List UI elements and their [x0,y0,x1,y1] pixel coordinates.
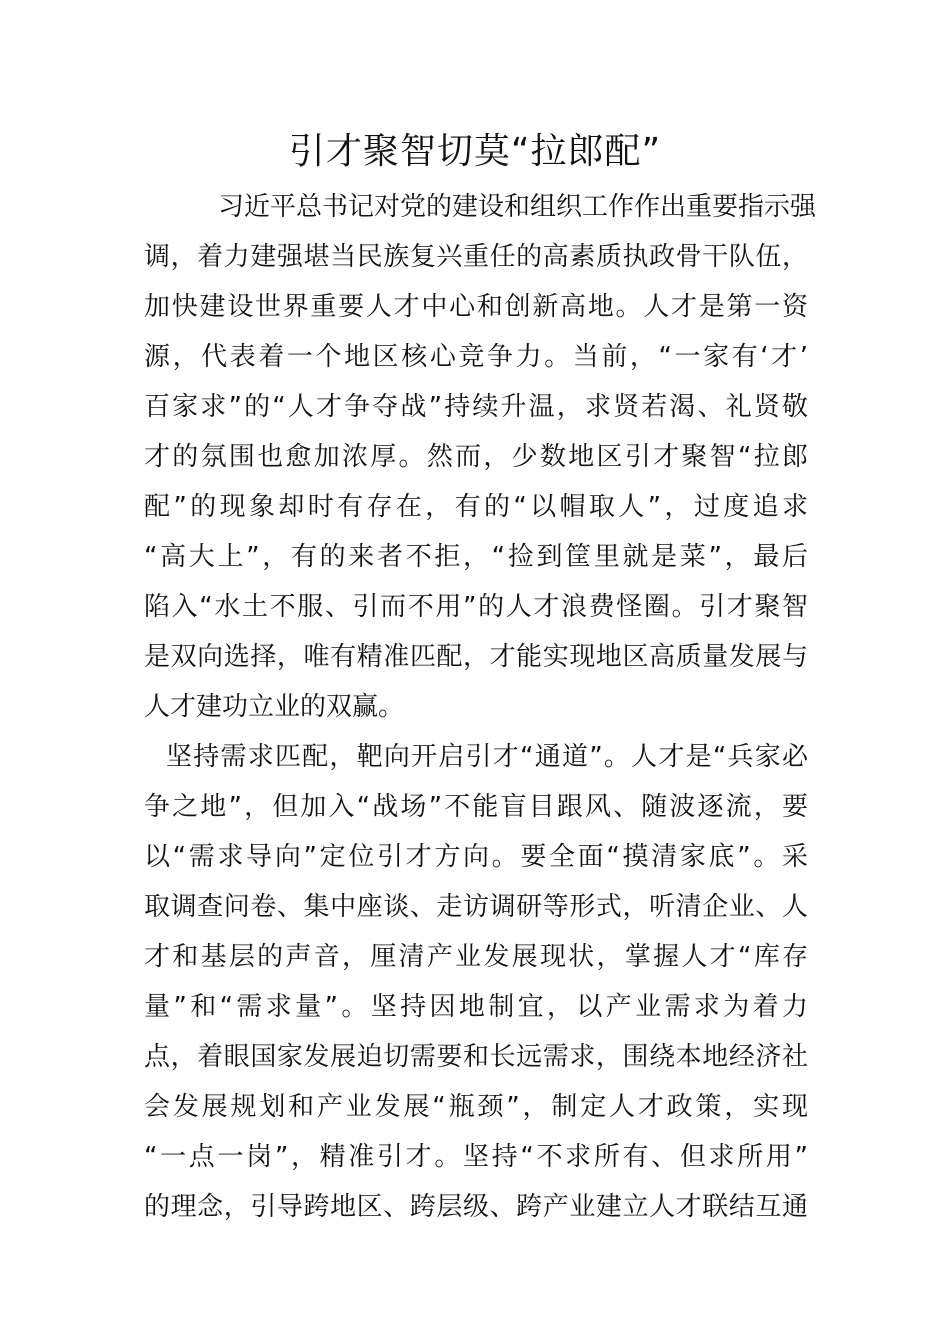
text-line: 加快建设世界重要人才中心和创新高地。人才是第一资 [144,292,808,322]
text-line: 源，代表着一个地区核心竞争力。当前，“一家有‘才’ [144,342,808,372]
text-line: 坚持需求匹配，靶向开启引才“通道”。人才是“兵家必 [166,742,808,772]
text-line: 会发展规划和产业发展“瓶颈”，制定人才政策，实现 [144,1092,808,1122]
text-line: 才和基层的声音，厘清产业发展现状，掌握人才“库存 [144,942,808,972]
text-line: 人才建功立业的双赢。 [144,692,405,722]
text-line: 百家求”的“人才争夺战”持续升温，求贤若渴、礼贤敬 [144,392,808,422]
text-line: 习近平总书记对党的建设和组织工作作出重要指示强 [218,192,817,222]
text-line: 的理念，引导跨地区、跨层级、跨产业建立人才联结互通 [144,1192,808,1222]
text-line: 争之地”，但加入“战场”不能盲目跟风、随波逐流，要 [144,792,808,822]
text-line: 以“需求导向”定位引才方向。要全面“摸清家底”。采 [144,842,808,872]
text-line: 点，着眼国家发展迫切需要和长远需求，围绕本地经济社 [144,1042,808,1072]
document-body [144,182,817,1232]
text-line: 是双向选择，唯有精准匹配，才能实现地区高质量发展与 [144,642,808,672]
text-line: 才的氛围也愈加浓厚。然而，少数地区引才聚智“拉郎 [144,442,808,472]
text-line: 陷入“水土不服、引而不用”的人才浪费怪圈。引才聚智 [144,592,808,622]
text-line: 调，着力建强堪当民族复兴重任的高素质执政骨干队伍， [144,242,808,272]
text-line: 量”和“需求量”。坚持因地制宜，以产业需求为着力 [144,992,808,1022]
text-line: “一点一岗”，精准引才。坚持“不求所有、但求所用” [144,1142,808,1172]
paragraph-2 [144,732,808,1232]
document-title: 引才聚智切莫“拉郎配” [288,131,662,172]
paragraph-1 [144,182,817,732]
text-line: “高大上”，有的来者不拒，“捡到筐里就是菜”，最后 [144,542,808,572]
text-line: 取调查问卷、集中座谈、走访调研等形式，听清企业、人 [144,892,808,922]
text-line: 配”的现象却时有存在，有的“以帽取人”，过度追求 [144,492,808,522]
